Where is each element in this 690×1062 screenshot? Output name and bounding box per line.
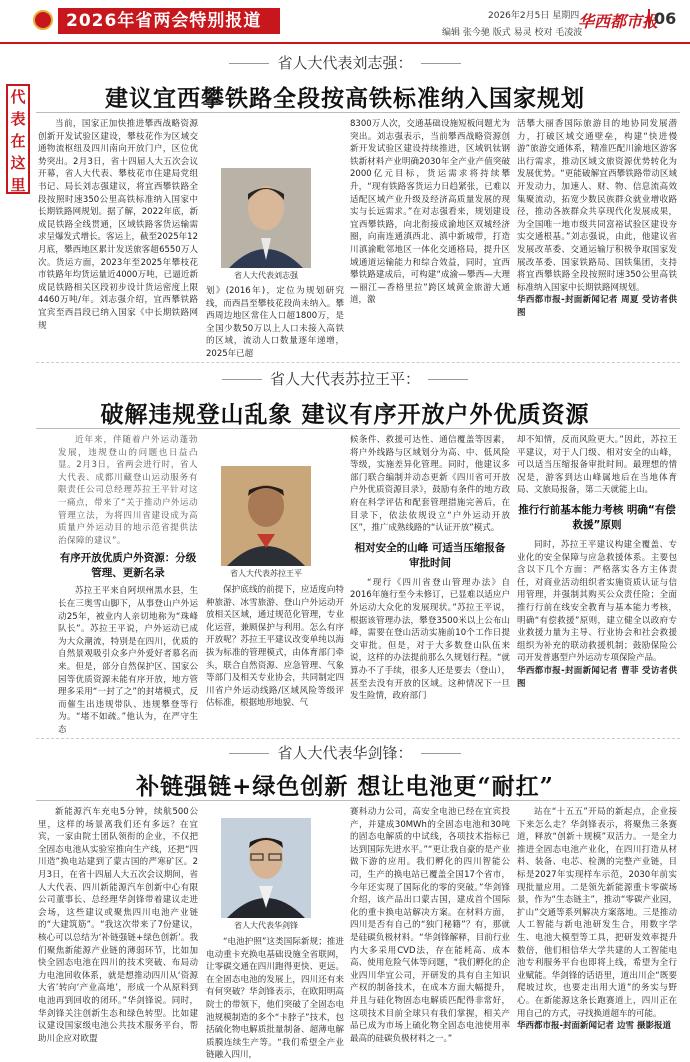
divider [36, 428, 680, 429]
article1-col3: 8300万人次，交通基础设施短板问题尤为突出。刘志强表示，当前攀西战略资源创新开发试验区建设持续推进，区域钒钛钢铁新材料产业明确2030年全产业产值突破2000亿元目标，货运需求将持续攀升，“现有铁路客货运力日趋紧张，已难以适配区域产业升级及经济高质量发展的现实与长远需求。”在对志强看来，规划建设宜西攀铁路，向北衔接成渝地区双城经济圈，向南连通滇西北、滇中新城带，打造川滇渝毗邻地区一体化交通格局，提升区域通道运输能力和综合效益，同时，宜西攀铁路建成后，可构建“成渝—攀西—大理—丽江—香格里拉”跨区域黄金旅游大通道，激 [350, 119, 510, 306]
column-label-char: 里 [10, 176, 26, 194]
header-divider [0, 42, 690, 44]
section-separator [36, 362, 680, 363]
column-label-char: 这 [10, 154, 26, 172]
portrait-caption: 省人大代表苏拉王平 [230, 569, 302, 578]
article2-col2: 保护底线的前提下，应适度向特种旅游、冰雪旅游、登山户外运动开放相关区域，通过规范化管理，专业化运营，兼顾保护与利用。怎么有序开放呢？苏拉王平建议改变单纯以海拔为标准的管理模式，由体育部门牵头，联合自然资源、应急管理、气象等部门及相关专业协会，共同制定四川省户外运动线路/区域风险等级评估标准，根据地形地貌、气 [206, 585, 344, 709]
article1-col2: 划》(2016年)，定位为规划研究线，而西昌至攀枝花段尚未纳入。攀西周边地区常住人口超1800万，是全国少数50万以上人口未接入高铁的区域，流动人口数量逐年递增，2025年已超 [206, 286, 344, 359]
article1-pretitle: 省人大代表刘志强： [0, 52, 690, 73]
column-label-char: 表 [10, 110, 26, 128]
article2-headline: 破解违规登山乱象 建议有序开放户外优质资源 [100, 401, 590, 428]
article3-col1: 新能源汽车充电5分钟，续航500公里，这样的场景离我们还有多远？在宜宾，一家由院士团队领衔的企业，不仅把全固态电池从实验室推向生产线，还把“四川造”换电站建到了蒙古国的严寒矿区。2月3日，在省十四届人大五次会议期间，省人大代表、四川新能源汽车创新中心有限公司董事长、总经理华剑锋带着建议走进会场，这些建议或聚焦四川电池产业链的“大建筑筋”。“我这次带来了7份建议，核心可以总结为‘补链强链+绿色创新’。我们聚焦新能源产业链的薄弱环节，比如加快全固态电池在四川的技术突破、布局动力电池回收体系，就是想推动四川从‘资源大省’转向‘产业高地’，形成一个从原料到电池再到回收的闭环。”华剑锋说。同时，华剑锋关注创新生态和绿色转型。比如建议建设国家级电池公共技术服务平台，帮助川企应对欧盟 [38, 807, 198, 1044]
section-separator [36, 738, 680, 739]
portrait-hua [221, 818, 311, 918]
staff-line: 编辑 张今驰 版式 易灵 校对 毛凌波 [442, 28, 583, 38]
article1-col4: 活攀大丽香国际旅游目的地协同发展潜力，打破区域交通壁垒，构建“快进慢游”旅游交通体系，精准匹配川渝地区游客出行需求，推动区域文旅资源优势转化为发展优势。“更能破解宜西攀铁路带动区域开发动力，加速人、财、物、信息流高效集聚流动，拓宽少数民族群众就业增收路径，推动各族群众共享现代化发展成果，为全国唯一地市级共同富裕试验区建设夯实交通根基。”刘志强说，由此，他建议省发展改革委、交通运输厅积极争取国家发展改革委、国家铁路局、国铁集团，支持将宜西攀铁路全段按照时速350公里高铁标准纳入国家中长期铁路网规划。 华西都市报-封面新闻记者 周夏 受访者供图 [517, 119, 677, 318]
article2-col1: 近年来，伴随着户外运动蓬勃发展，违规登山的问题也日益凸显。2月3日，省两会进行时，省人大代表、成都川藏登山运动服务有限责任公司总经理苏拉王平针对这一痛点，带来了“关于推动户外运动管理立法，为将四川省建设成为高质量户外运动目的地示范省提供法治保障的建议”。 有序开放优质户外资源：分级管理、更新名录 苏拉王平来自阿坝州黑水县，生长在三奥雪山脚下，从事登山户外运动25年，被业内人亲切地称为“珠峰队长”。苏拉王平说，户外运动已成为大众潮流，特别是在四川，优质的自然景观吸引众多户外爱好者慕名而来。但是，部分自然保护区、国家公园等优质资源未能有序开放，地方管理多采用“一封了之”的封堵模式，反而催生出违规带队、违规攀登等行为。“堵不如疏。”他认为，在严守生态 [58, 435, 198, 735]
portrait-caption: 省人大代表华剑锋 [234, 921, 298, 930]
article2-col3: 候条件、救援可达性、通信覆盖等因素，将户外线路与区域划分为高、中、低风险等级，实施差异化管理。同时，他建议多部门联合编制并动态更新《四川省可开放户外优质资源目录》，鼓励有条件的地方政府在科学评估和配套管理措施完善后，在目录下，依法依规设立“户外运动开放区”，推广成熟线路的“认证开放”模式。 相对安全的山峰 可适当压缩报备审批时间 “现行《四川省登山管理办法》自2016年施行至今未修订，已显难以适应户外运动大众化的发展现状。”苏拉王平说，根据该管理办法，攀登3500米以上公布山峰，需要在登山活动实施前10个工作日提交审批。但是，对于大多数登山队伍来说，这样的办法提前那么久规划行程。“就算办不了手续，很多人还是要去（登山），甚至去没有开放的区域。这种情况下一旦发生险情，政府部门 [350, 435, 510, 702]
special-report-banner: 2026年省两会特别报道 [58, 8, 280, 34]
portrait-caption: 省人大代表刘志强 [234, 271, 298, 280]
column-label-char: 代 [10, 88, 26, 106]
page-number: 06 [648, 9, 676, 28]
article2-pretitle: 省人大代表苏拉王平： [0, 368, 690, 389]
article3-col3: 赛科动力公司，高安全电池已经在宜宾投产，并建成30MWh的全固态电池和30吨的固态电解质的中试线，各项技术指标已达到国际先进水平。”“更让我自豪的是产业做下游的应用。我们孵化的四川智能公司，生产的换电站已覆盖全国17个省市，今年还实现了国际化的零的突破。”华剑锋介绍，该产品出口蒙古国，建成首个国际化的重卡换电站解决方案。在材料方面，四川是否有自己的“独门秘籍”？有，那就是硅碳负极材料。“华剑锋解释，目前行业内大多采用CVD法，存在能耗高、成本高、使用危险气体等问题，“我们孵化的企业四川华宜公司，开研发的具有自主知识产权的制备技术，在成本方面大幅提升，并且与硅化物固态电解质匹配得非常好，这项技术目前全球只有我们掌握，相关产品已成为市场上硫化物全固态电池使用率最高的硅碳负极材料之一。” [350, 807, 510, 1044]
article3-col2: “电池护照”这类国际新规；推进电动重卡充换电基础设施全省联网，让零碳交通在四川跑得更快、更远。在全固态电池的发展上，四川还有来有何突破？华剑锋表示，在欧阳明高院士的带领下，他们突破了全固态电池规模制造的多个“卡脖子”技术，包括硫化物电解质批量制备、超薄电解质膜连续生产等。“我们希望全产业链融入四川， [206, 937, 344, 1061]
column-label-char: 在 [10, 132, 26, 150]
newspaper-brand: 华西都市报 [578, 12, 659, 31]
article1-col1: 当前，国家正加快推进攀西战略资源创新开发试验区建设，攀枝花作为区域交通物流枢纽及四川南向开放门户，区位优势突出。2月3日，省十四届人大五次会议开幕，省人大代表、攀枝花市住建局党组书记、局长刘志强建议，将宜西攀铁路全段按照时速350公里高铁标准纳入国家中长期铁路网规划。据了解，2022年底，新成昆铁路全线贯通，区域铁路客货运输需求呈爆发式增长。客运上，截至2025年12月底，攀西地区累计发送旅客超6550万人次。货运方面，2023年至2025年攀枝花市铁路年均货运量近4000万吨，已逼近新成昆铁路相关区段初步设计货运密度上限4460万吨/年。刘志强介绍，宜西攀铁路宜宾至西昌段已纳入国家《中长期铁路网规 [38, 119, 198, 331]
portrait-sula [221, 466, 311, 566]
article3-pretitle: 省人大代表华剑锋： [0, 742, 690, 763]
emblem-icon [33, 10, 53, 30]
date-line: 2026年2月5日 星期四 [488, 11, 580, 21]
portrait-liu [221, 168, 311, 268]
article3-headline: 补链强链+绿色创新 想让电池更“耐扛” [136, 773, 554, 800]
divider [36, 112, 680, 113]
article2-col4: 却不知情，反而风险更大。”因此，苏拉王平建议，对于人门级、相对安全的山峰，可以适当压缩报备审批时间。最理想的情况是，游客到达山峰属地后在当地体育局、文旅局报备，第二天就能上山。 推行行前基本能力考核 明确“有偿救援”原则 同时，苏拉王平建议构建全覆盖、专业化的安全保障与应急救援体系。主要包含以下几个方面：严格落实各方主体责任，对商业活动组织者实施资质认证与信用管理，并强制其购买公众责任险；全面推行行前在线安全教育与基本能力考核，明确“有偿救援”原则，建立健全以政府专业救援力量为主导、行业协会和社会救援组织为补充的联动救援机制；鼓励保险公司开发普惠型户外运动专项保险产品。 华西都市报-封面新闻记者 曹菲 受访者供图 [517, 435, 677, 689]
divider [36, 800, 680, 801]
article3-col4: 站在“十五五”开局的新起点，企业接下来怎么走？华剑锋表示，将聚焦三条赛道，释放“创新＋规模”双活力。一是全力推进全固态电池产业化，在四川打造从材料、装备、电芯、检测的完整产业链，目标是2027年实现样车示范，2030年前实现批量应用。二是领先新能源重卡零碳场景，作为“生态链主”，推动“零碳产业园，扩山”交通等系列解决方案落地。三是推动人工智能与新电池研发生合，用数字学生、电池大模型等工具，把研发效率提升数倍，他们相信华大学共建的人工智能电池专利服务平台也即将上线，希望为全行业赋能。华剑锋的话语里，道出川企“既要爬坡过坎，也要走出用大道”的务实与野心。在新能源这条长跑赛道上，四川正在用自己的方式，寻找换道超车的可能。 华西都市报-封面新闻记者 边雪 摄影报道 [517, 807, 677, 1032]
article1-headline: 建议宜西攀铁路全段按高铁标准纳入国家规划 [105, 85, 585, 112]
page-header [0, 0, 690, 42]
